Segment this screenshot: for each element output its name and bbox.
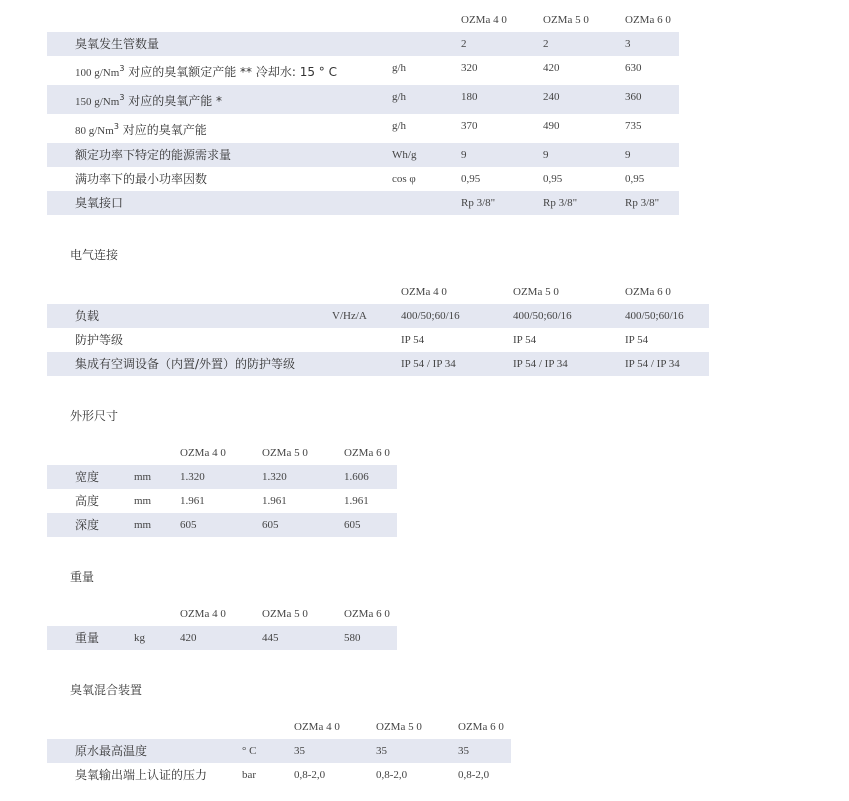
cell-value: Rp 3/8" xyxy=(625,197,660,209)
cell-value: 420 xyxy=(543,62,560,74)
cell-value: 9 xyxy=(625,149,631,161)
row-label: 额定功率下特定的能源需求量 xyxy=(75,148,232,162)
cell-value: 605 xyxy=(344,519,361,531)
col-header-model-2: OZMa 5 0 xyxy=(376,721,422,733)
cell-value: 370 xyxy=(461,120,478,132)
cell-value: 9 xyxy=(461,149,467,161)
section-title-weight: 重量 xyxy=(70,570,95,584)
row-label: 80 g/Nm$^3$ 对应的臭氧产能 xyxy=(75,122,207,137)
row-label: 重量 xyxy=(75,631,100,645)
cell-unit: g/h xyxy=(392,62,407,74)
cell-value: 630 xyxy=(625,62,642,74)
cell-value: 35 xyxy=(458,745,469,757)
cell-value: Rp 3/8" xyxy=(543,197,578,209)
col-header-model-2: OZMa 5 0 xyxy=(543,14,589,26)
cell-value: 400/50;60/16 xyxy=(625,310,684,322)
table-row xyxy=(47,328,709,352)
cell-value: IP 54 xyxy=(625,334,649,346)
cell-value: 35 xyxy=(376,745,387,757)
cell-unit: Wh/g xyxy=(392,149,417,161)
cell-value: 0,8-2,0 xyxy=(376,769,408,781)
cell-unit: mm xyxy=(134,495,152,507)
cell-value: 1.320 xyxy=(262,471,287,483)
cell-value: 1.961 xyxy=(344,495,369,507)
cell-value: IP 54 xyxy=(513,334,537,346)
cell-value: IP 54 / IP 34 xyxy=(401,358,456,370)
cell-value: 0,95 xyxy=(625,173,645,185)
col-header-model-2: OZMa 5 0 xyxy=(262,608,308,620)
row-label: 宽度 xyxy=(75,470,100,484)
cell-value: 735 xyxy=(625,120,642,132)
cell-unit: g/h xyxy=(392,91,407,103)
cell-value: 605 xyxy=(180,519,197,531)
cell-value: 35 xyxy=(294,745,305,757)
row-label: 防护等级 xyxy=(75,333,124,347)
cell-unit: g/h xyxy=(392,120,407,132)
cell-value: Rp 3/8" xyxy=(461,197,496,209)
cell-value: IP 54 / IP 34 xyxy=(513,358,568,370)
col-header-model-1: OZMa 4 0 xyxy=(180,447,226,459)
col-header-model-1: OZMa 4 0 xyxy=(180,608,226,620)
cell-value: 0,95 xyxy=(461,173,481,185)
row-label: 负载 xyxy=(75,309,100,323)
cell-value: 0,8-2,0 xyxy=(458,769,490,781)
cell-value: 580 xyxy=(344,632,361,644)
cell-value: 1.320 xyxy=(180,471,205,483)
table-row xyxy=(47,191,679,215)
cell-value: 420 xyxy=(180,632,197,644)
cell-value: IP 54 / IP 34 xyxy=(625,358,680,370)
section-title-dimensions: 外形尺寸 xyxy=(70,409,119,423)
col-header-model-1: OZMa 4 0 xyxy=(401,286,447,298)
cell-value: 605 xyxy=(262,519,279,531)
cell-value: 3 xyxy=(625,38,631,50)
col-header-model-1: OZMa 4 0 xyxy=(294,721,340,733)
row-label: 原水最高温度 xyxy=(75,744,148,758)
col-header-model-2: OZMa 5 0 xyxy=(262,447,308,459)
cell-value: IP 54 xyxy=(401,334,425,346)
col-header-model-3: OZMa 6 0 xyxy=(458,721,504,733)
cell-value: 400/50;60/16 xyxy=(401,310,460,322)
cell-value: 360 xyxy=(625,91,642,103)
row-label: 集成有空调设备（内置/外置）的防护等级 xyxy=(75,357,296,371)
col-header-model-3: OZMa 6 0 xyxy=(625,286,671,298)
cell-value: 1.961 xyxy=(262,495,287,507)
cell-unit: V/Hz/A xyxy=(332,310,367,322)
cell-value: 445 xyxy=(262,632,279,644)
row-label: 高度 xyxy=(75,494,100,508)
cell-value: 2 xyxy=(461,38,467,50)
cell-unit: cos φ xyxy=(392,173,416,185)
row-label: 100 g/Nm$^3$ 对应的臭氧额定产能 ** 冷却水: 15 ° C xyxy=(75,64,337,79)
col-header-model-3: OZMa 6 0 xyxy=(344,608,390,620)
col-header-model-3: OZMa 6 0 xyxy=(344,447,390,459)
row-label: 深度 xyxy=(75,518,100,532)
section-title-mixing: 臭氧混合装置 xyxy=(70,683,143,697)
cell-unit: ° C xyxy=(242,745,257,757)
cell-value: 490 xyxy=(543,120,560,132)
row-label: 臭氧发生管数量 xyxy=(75,37,160,51)
cell-unit: kg xyxy=(134,632,145,644)
cell-unit: mm xyxy=(134,471,152,483)
cell-value: 320 xyxy=(461,62,478,74)
row-label: 臭氧接口 xyxy=(75,196,124,210)
col-header-model-1: OZMa 4 0 xyxy=(461,14,507,26)
row-label: 臭氧输出端上认证的压力 xyxy=(75,768,208,782)
cell-value: 400/50;60/16 xyxy=(513,310,572,322)
col-header-model-2: OZMa 5 0 xyxy=(513,286,559,298)
cell-value: 240 xyxy=(543,91,560,103)
cell-value: 9 xyxy=(543,149,549,161)
col-header-model-3: OZMa 6 0 xyxy=(625,14,671,26)
cell-value: 2 xyxy=(543,38,549,50)
cell-value: 0,95 xyxy=(543,173,563,185)
cell-value: 0,8-2,0 xyxy=(294,769,326,781)
table-row xyxy=(47,304,709,328)
row-label: 150 g/Nm$^3$ 对应的臭氧产能 * xyxy=(75,93,223,108)
cell-value: 1.606 xyxy=(344,471,369,483)
row-label: 满功率下的最小功率因数 xyxy=(75,172,208,186)
cell-value: 180 xyxy=(461,91,478,103)
cell-unit: mm xyxy=(134,519,152,531)
cell-value: 1.961 xyxy=(180,495,205,507)
cell-unit: bar xyxy=(242,769,257,781)
section-title-electrical: 电气连接 xyxy=(70,248,119,262)
